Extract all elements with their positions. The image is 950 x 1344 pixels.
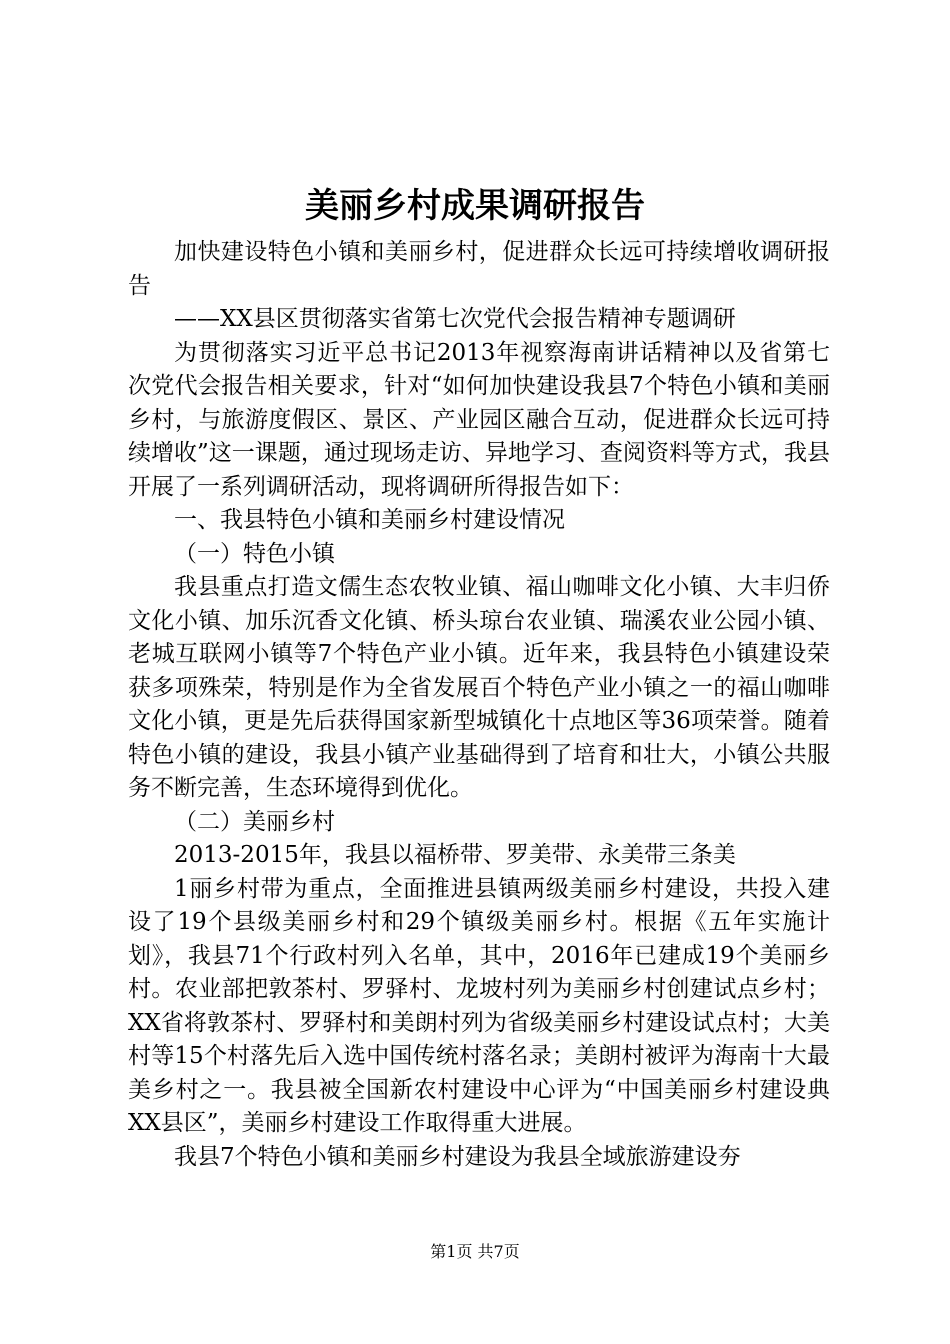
body-paragraph: 我县7个特色小镇和美丽乡村建设为我县全域旅游建设夯 [174, 1143, 741, 1170]
section-heading: 一、我县特色小镇和美丽乡村建设情况 [174, 507, 565, 533]
subsection-heading: （一）特色小镇 [174, 540, 335, 567]
body-paragraph: 1丽乡村带为重点，全面推进县镇两级美丽乡村建设，共投入建设了19个县级美丽乡村和29个镇级美丽乡村。根据《五年实施计划》，我县71个行政村列入名单，其中，2016年已建成19个美丽乡村。农业部把敦茶村、罗驿村、龙坡村列为美丽乡村创建试点乡村；XX省将敦茶村、罗驿村和美朗村列为省级美丽乡村建设试点村；大美村等15个村落先后入选中国传统村落名录；美朗村被评为海南十大最美乡村之一。我县被全国新农村建设中心评为“中国美丽乡村建设典XX县区”，美丽乡村建设工作取得重大进展。 [128, 875, 830, 1136]
page-footer: 第1页 共7页 [430, 1242, 520, 1261]
intro-paragraph: 为贯彻落实习近平总书记2013年视察海南讲话精神以及省第七次党代会报告相关要求，针对“如何加快建设我县7个特色小镇和美丽乡村，与旅游度假区、景区、产业园区融合互动，促进群众长远可持续增收”这一课题，通过现场走访、异地学习、查阅资料等方式，我县开展了一系列调研活动，现将调研所得报告如下： [128, 339, 830, 500]
subtitle-paragraph: 加快建设特色小镇和美丽乡村，促进群众长远可持续增收调研报告 [128, 239, 830, 299]
body-paragraph: 2013-2015年，我县以福桥带、罗美带、永美带三条美 [174, 842, 736, 868]
subtitle-note-paragraph: ——XX县区贯彻落实省第七次党代会报告精神专题调研 [174, 306, 736, 332]
document-title: 美丽乡村成果调研报告 [305, 186, 645, 226]
body-paragraph: 我县重点打造文儒生态农牧业镇、福山咖啡文化小镇、大丰归侨文化小镇、加乐沉香文化镇、桥头琼台农业镇、瑞溪农业公园小镇、老城互联网小镇等7个特色产业小镇。近年来，我县特色小镇建设荣获多项殊荣，特别是作为全省发展百个特色产业小镇之一的福山咖啡文化小镇，更是先后获得国家新型城镇化十点地区等36项荣誉。随着特色小镇的建设，我县小镇产业基础得到了培育和壮大，小镇公共服务不断完善，生态环境得到优化。 [128, 574, 830, 801]
subsection-heading: （二）美丽乡村 [174, 808, 335, 835]
document-body [128, 236, 830, 1174]
